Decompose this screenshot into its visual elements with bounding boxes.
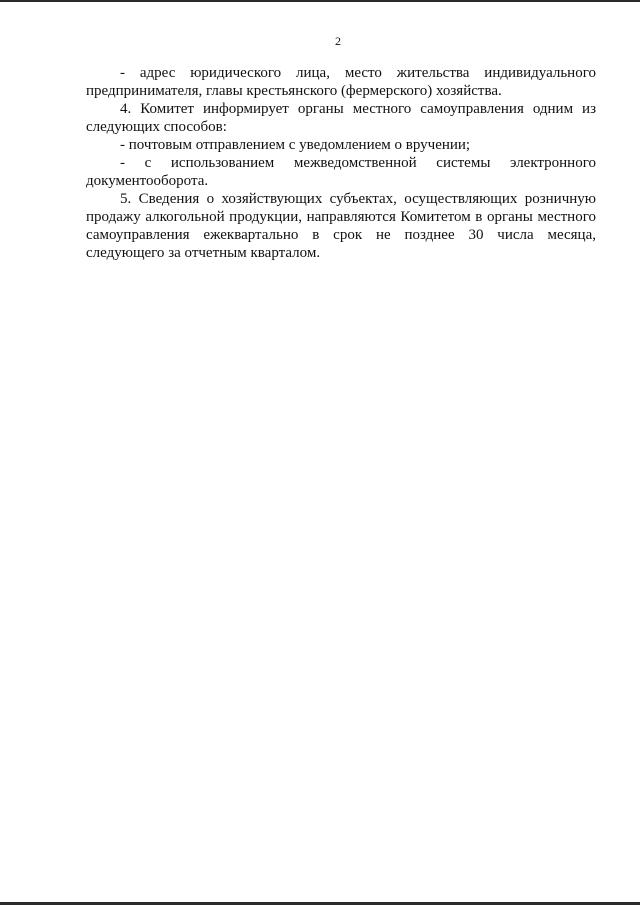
paragraph-5-line-1: 5. Сведения о хозяйствующих субъектах, осуществляющих розничную [120,191,596,207]
paragraph-address-line-2: предпринимателя, главы крестьянского (фермерского) хозяйства. [86,83,502,99]
paragraph-5-quarterly-info [86,190,596,262]
paragraph-address-line-1: - адрес юридического лица, место жительства индивидуального [120,65,596,81]
paragraph-address [86,64,596,100]
paragraph-electronic-line-2: документооборота. [86,173,209,189]
paragraph-4-line-1: 4. Комитет информирует органы местного самоуправления одним из [120,101,596,117]
page-number: 2 [335,34,341,48]
paragraph-5-line-3: самоуправления ежеквартально в срок не позднее 30 числа месяца, следующего [86,227,596,261]
paragraph-postal-method [86,136,596,154]
paragraph-4-notification-methods [86,100,596,136]
paragraph-postal-line-1: - почтовым отправлением с уведомлением о вручении; [120,137,471,153]
paragraph-electronic-line-1: - с использованием межведомственной системы электронного [120,155,596,171]
paragraph-5-line-2: продажу алкогольной продукции, направляются Комитетом в органы местного [86,209,596,225]
paragraph-4-line-2: следующих способов: [86,119,227,135]
paragraph-electronic-method [86,154,596,190]
scan-edge-top [0,0,640,2]
document-body [86,64,596,262]
paragraph-5-line-4: за отчетным кварталом. [168,245,321,261]
